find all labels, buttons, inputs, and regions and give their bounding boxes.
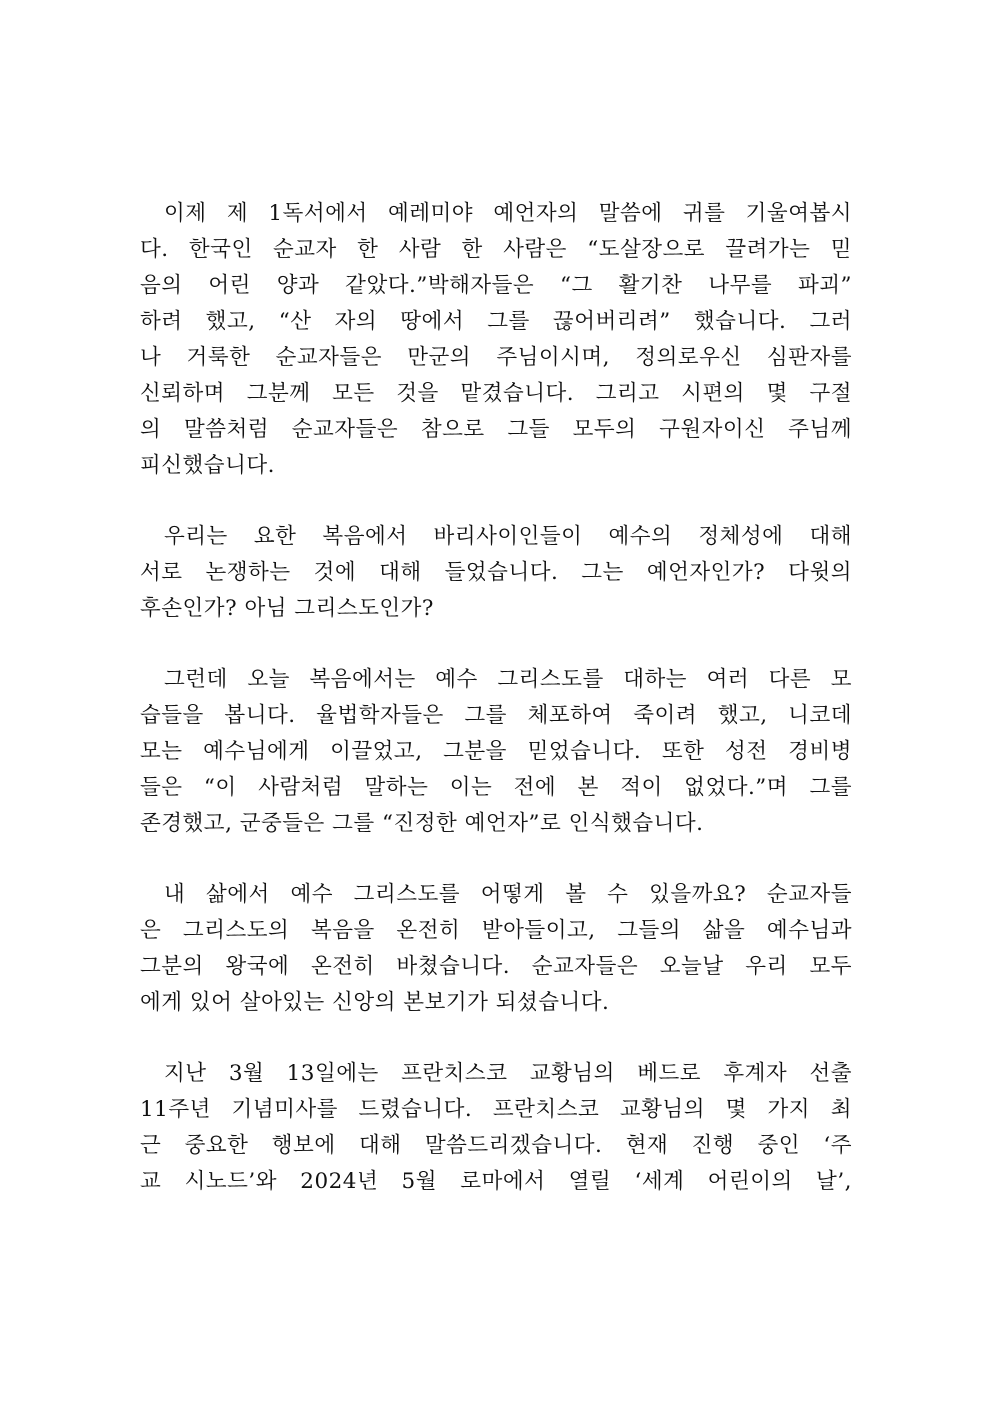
paragraph-line: 습들을 봅니다. 율법학자들은 그를 체포하여 죽이려 했고, 니코데 (140, 703, 852, 728)
paragraph-line: 들은 “이 사람처럼 말하는 이는 전에 본 적이 없었다.”며 그를 (140, 775, 852, 800)
paragraph-martyrs-example (140, 877, 852, 1021)
paragraph-line: 우리는 요한 복음에서 바리사이인들이 예수의 정체성에 대해 (164, 524, 852, 549)
paragraph-line: 이제 제 1독서에서 예레미야 예언자의 말씀에 귀를 기울여봅시 (164, 201, 852, 226)
paragraph-line: 존경했고, 군중들은 그를 “진정한 예언자”로 인식했습니다. (140, 811, 704, 836)
paragraph-line: 은 그리스도의 복음을 온전히 받아들이고, 그들의 삶을 예수님과 (140, 918, 852, 943)
paragraph-line: 나 거룩한 순교자들은 만군의 주님이시며, 정의로우신 심판자를 (140, 345, 852, 370)
paragraph-line: 음의 어린 양과 같았다.”박해자들은 “그 활기찬 나무를 파괴” (140, 273, 852, 298)
paragraph-john-gospel (140, 519, 852, 627)
paragraph-line: 에게 있어 살아있는 신앙의 본보기가 되셨습니다. (140, 990, 610, 1015)
paragraph-pope-anniversary (140, 1056, 852, 1200)
paragraph-line: 지난 3월 13일에는 프란치스코 교황님의 베드로 후계자 선출 (164, 1061, 852, 1086)
paragraph-line: 의 말씀처럼 순교자들은 참으로 그들 모두의 구원자이신 주님께 (140, 417, 852, 442)
paragraph-line: 그분의 왕국에 온전히 바쳤습니다. 순교자들은 오늘날 우리 모두 (140, 954, 852, 979)
paragraph-line: 11주년 기념미사를 드렸습니다. 프란치스코 교황님의 몇 가지 최 (140, 1097, 852, 1122)
paragraph-line: 다. 한국인 순교자 한 사람 한 사람은 “도살장으로 끌려가는 믿 (140, 237, 852, 262)
paragraph-line: 내 삶에서 예수 그리스도를 어떻게 볼 수 있을까요? 순교자들 (164, 882, 852, 907)
paragraph-first-reading (140, 196, 852, 484)
paragraph-line: 교 시노드’와 2024년 5월 로마에서 열릴 ‘세계 어린이의 날’, (140, 1169, 852, 1194)
paragraph-todays-gospel (140, 662, 852, 842)
document-body (140, 196, 852, 1235)
paragraph-line: 서로 논쟁하는 것에 대해 들었습니다. 그는 예언자인가? 다윗의 (140, 560, 852, 585)
paragraph-line: 근 중요한 행보에 대해 말씀드리겠습니다. 현재 진행 중인 ‘주 (140, 1133, 852, 1158)
paragraph-line: 피신했습니다. (140, 453, 275, 478)
paragraph-line: 모는 예수님에게 이끌었고, 그분을 믿었습니다. 또한 성전 경비병 (140, 739, 852, 764)
paragraph-line: 하려 했고, “산 자의 땅에서 그를 끊어버리려” 했습니다. 그러 (140, 309, 852, 334)
paragraph-line: 후손인가? 아님 그리스도인가? (140, 596, 434, 621)
paragraph-line: 그런데 오늘 복음에서는 예수 그리스도를 대하는 여러 다른 모 (164, 667, 852, 692)
paragraph-line: 신뢰하며 그분께 모든 것을 맡겼습니다. 그리고 시편의 몇 구절 (140, 381, 852, 406)
